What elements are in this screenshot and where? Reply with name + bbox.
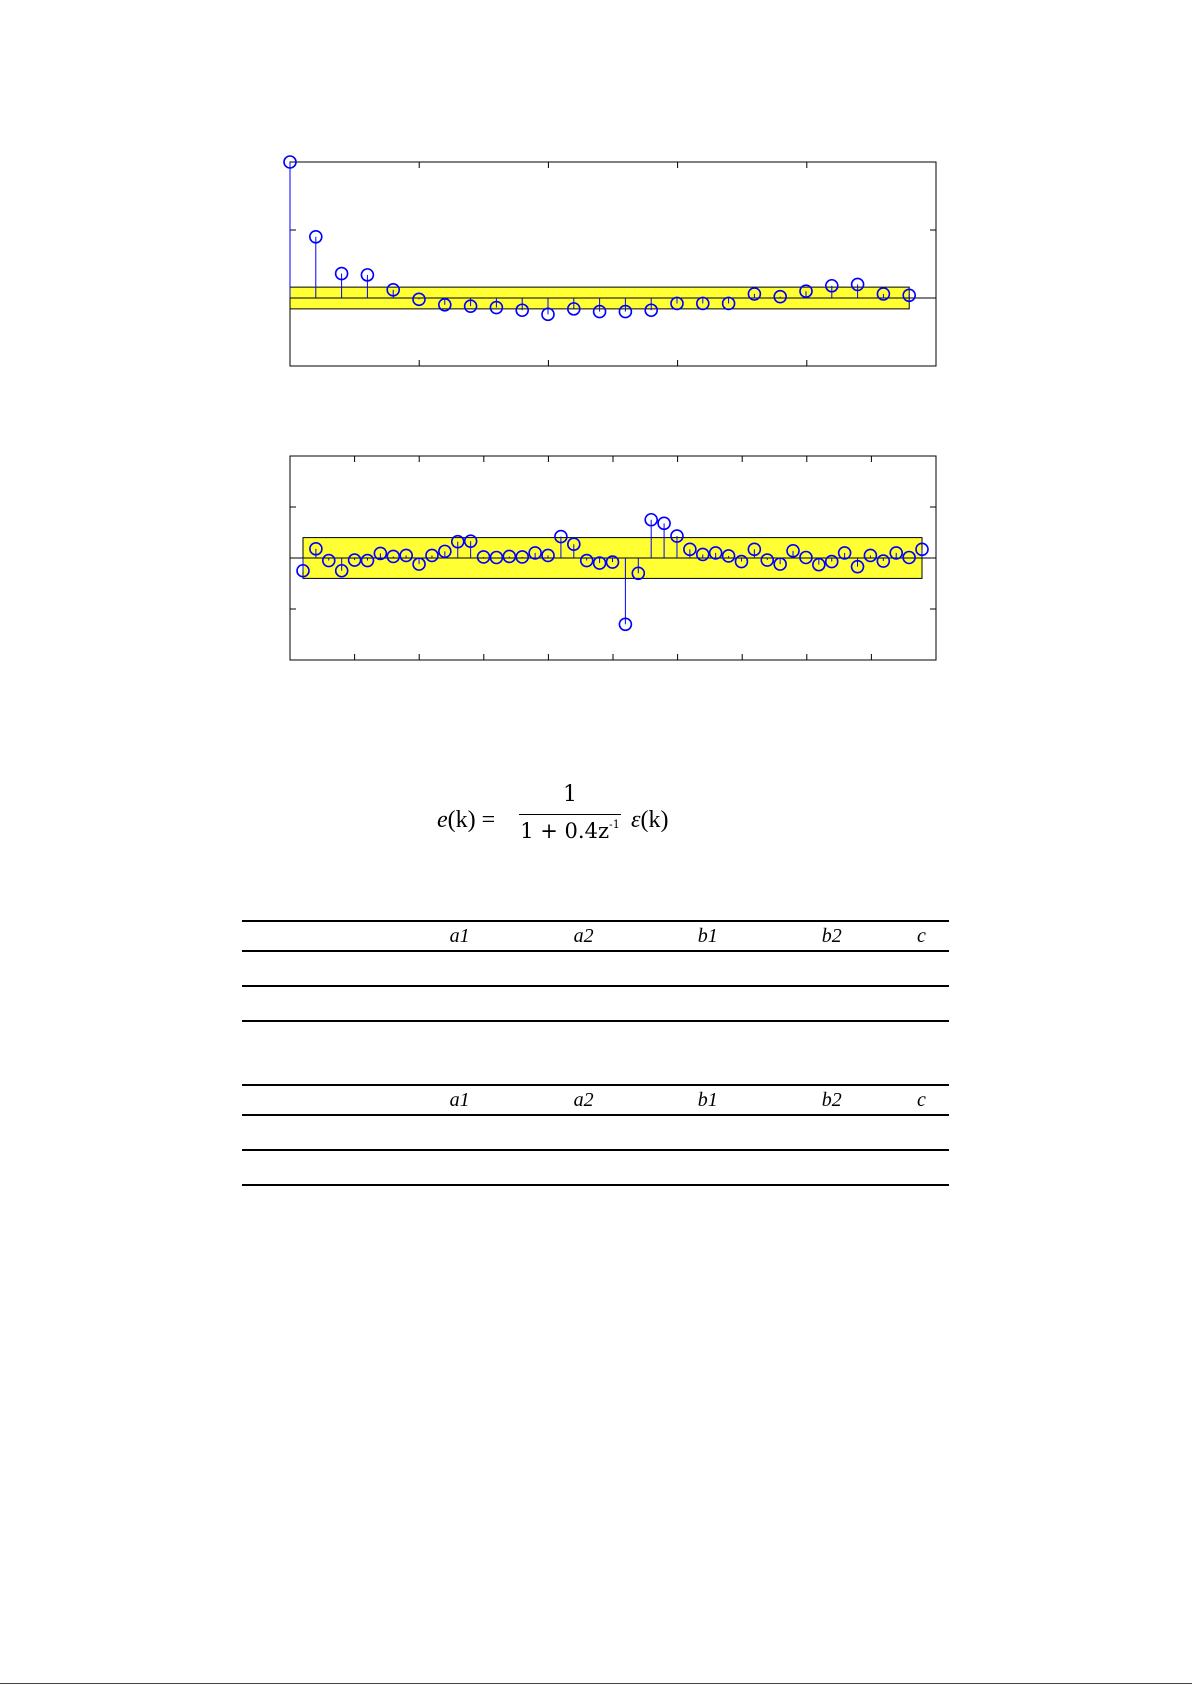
fraction-numerator: 1 — [563, 782, 577, 807]
table-row — [242, 951, 949, 986]
noise-model-equation — [437, 780, 707, 850]
fraction-bar — [519, 814, 621, 815]
table-header-row — [242, 921, 949, 951]
table-header-cell: b2 — [821, 1088, 842, 1111]
equation-rhs: ε(k) — [631, 807, 669, 833]
parameter-table-1 — [242, 920, 949, 1022]
table-header-cell: a1 — [449, 1088, 470, 1111]
table-header-cell: a2 — [573, 1088, 594, 1111]
table-header-cell: c — [916, 1088, 926, 1111]
stem-chart-2 — [0, 0, 1192, 700]
table-row — [242, 986, 949, 1021]
table-header-cell — [242, 921, 398, 951]
table-row — [242, 1115, 949, 1150]
table-header-cell: b2 — [821, 924, 842, 947]
equation-lhs: e(k) = — [437, 807, 496, 833]
table-header-cell: b1 — [697, 1088, 718, 1111]
table-header-cell: a1 — [449, 924, 470, 947]
fraction-denominator: $1 + 0.4z^{-1}$ — [520, 818, 620, 843]
table-header-cell: c — [916, 924, 926, 947]
page-footer-rule — [0, 1683, 1192, 1684]
parameter-table-2 — [242, 1084, 949, 1186]
table-header-row — [242, 1085, 949, 1115]
table-row — [242, 1150, 949, 1185]
table-header-cell: a2 — [573, 924, 594, 947]
table-header-cell — [242, 1085, 398, 1115]
table-header-cell: b1 — [697, 924, 718, 947]
